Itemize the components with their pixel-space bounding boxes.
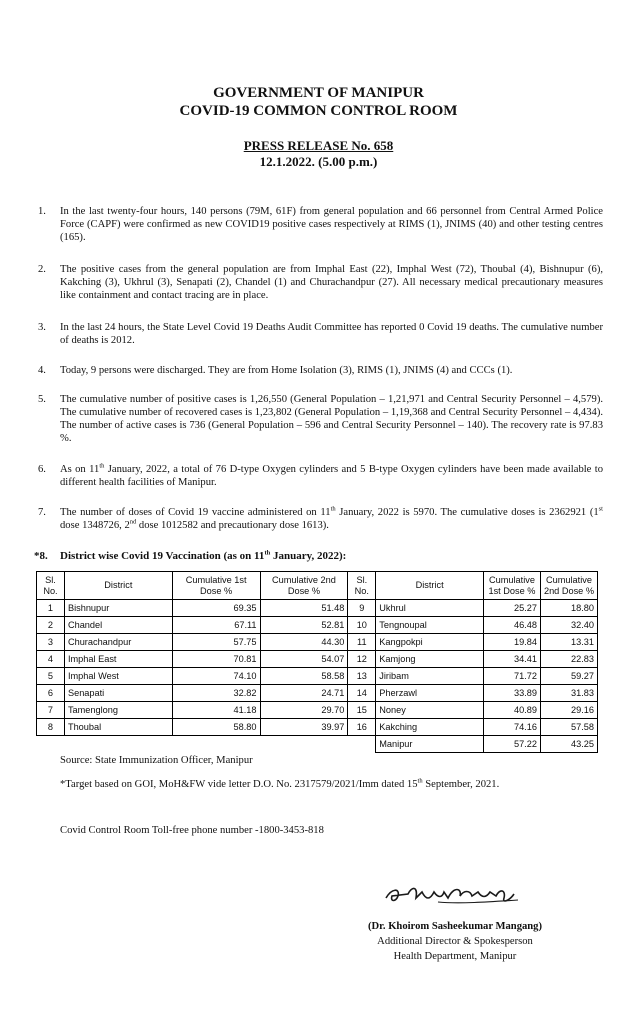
cell-sl: 16 (348, 719, 376, 736)
cell-dose1: 40.89 (483, 702, 540, 719)
cell-dose2: 32.40 (540, 617, 597, 634)
cell-district: Senapati (64, 685, 172, 702)
point-text: The positive cases from the general population are from Imphal East (22), Imphal West (72), Thoubal (4), Bishnupur (6), Kakching (3), Ukhrul (3), Senapati (2), Chandel (1) and Churachandpur (27). All necessary medical precautionary measures like containment and contact tracing are in place. (60, 264, 603, 301)
cell-dose2: 58.58 (260, 668, 348, 685)
point-text: The number of doses of Covid 19 vaccine administered on 11th January, 2022 is 5970. The cumulative doses is 2362921 (1st dose 1348726, 2nd dose 1012582 and precautionary dose 1613). (60, 505, 603, 531)
cell-total-dose2: 43.25 (540, 736, 597, 753)
cell-dose1: 41.18 (172, 702, 260, 719)
cell-dose2: 51.48 (260, 600, 348, 617)
cell-dose1: 74.10 (172, 668, 260, 685)
cell-sl: 14 (348, 685, 376, 702)
point-number: 2. (38, 264, 46, 275)
point-number: 1. (38, 206, 46, 217)
point-text: The cumulative number of positive cases is 1,26,550 (General Population – 1,21,971 and Central Security Personnel – 4,579). The cumulative number of recovered cases is 1,23,802 (General Population – 1,19,368 and Central Security Personnel – 4,434). The number of active cases is 736 (General Population – 596 and Central Security Personnel – 140). The recovery rate is 97.83 %. (60, 394, 603, 444)
point-2 (38, 263, 603, 302)
signature-image (378, 880, 528, 910)
cell-total-district: Manipur (376, 736, 484, 753)
cell-dose2: 57.58 (540, 719, 597, 736)
cell-district: Bishnupur (64, 600, 172, 617)
target-note: *Target based on GOI, MoH&FW vide letter D.O. No. 2317579/2021/Imm dated 15th September, 2021. (60, 777, 500, 790)
cell-dose2: 44.30 (260, 634, 348, 651)
cell-dose1: 74.16 (483, 719, 540, 736)
empty-cell (64, 736, 172, 753)
table-row (37, 651, 598, 668)
cell-district: Noney (376, 702, 484, 719)
cell-sl: 1 (37, 600, 65, 617)
cell-sl: 6 (37, 685, 65, 702)
cell-dose2: 39.97 (260, 719, 348, 736)
control-room-heading: COVID-19 COMMON CONTROL ROOM (179, 103, 458, 119)
table-header-row (37, 572, 598, 600)
cell-dose2: 52.81 (260, 617, 348, 634)
cell-sl: 5 (37, 668, 65, 685)
cell-dose2: 18.80 (540, 600, 597, 617)
cell-dose2: 59.27 (540, 668, 597, 685)
cell-district: Thoubal (64, 719, 172, 736)
signatory-department: Health Department, Manipur (393, 951, 517, 962)
cell-district: Kangpokpi (376, 634, 484, 651)
table-row (37, 702, 598, 719)
press-release-number: PRESS RELEASE No. 658 (243, 138, 394, 153)
table-row (37, 668, 598, 685)
table-row (37, 685, 598, 702)
cell-total-dose1: 57.22 (483, 736, 540, 753)
cell-district: Churachandpur (64, 634, 172, 651)
header-district: District (376, 572, 484, 600)
point-number: 7. (38, 507, 46, 518)
table-source: Source: State Immunization Officer, Manipur (60, 755, 253, 766)
cell-district: Kamjong (376, 651, 484, 668)
cell-district: Chandel (64, 617, 172, 634)
point-text: In the last twenty-four hours, 140 persons (79M, 61F) from general population and 66 personnel from Central Armed Police Force (CAPF) were confirmed as new COVID19 positive cases respectively at RIMS (1), JNIMS (40) and other testing centres (165). (60, 206, 603, 243)
cell-dose1: 46.48 (483, 617, 540, 634)
empty-cell (37, 736, 65, 753)
cell-dose1: 32.82 (172, 685, 260, 702)
cell-sl: 2 (37, 617, 65, 634)
cell-sl: 9 (348, 600, 376, 617)
cell-district: Tamenglong (64, 702, 172, 719)
header-dose2: Cumulative 2nd Dose % (260, 572, 348, 600)
cell-district: Tengnoupal (376, 617, 484, 634)
cell-dose2: 24.71 (260, 685, 348, 702)
cell-dose2: 31.83 (540, 685, 597, 702)
cell-sl: 4 (37, 651, 65, 668)
point-text: In the last 24 hours, the State Level Covid 19 Deaths Audit Committee has reported 0 Covid 19 deaths. The cumulative number of deaths is 2012. (60, 322, 603, 346)
table-row (37, 617, 598, 634)
cell-district: Jiribam (376, 668, 484, 685)
point-4 (38, 364, 603, 377)
vaccination-section-heading: *8. District wise Covid 19 Vaccination (as on 11th January, 2022): (34, 549, 347, 562)
header-dose1: Cumulative 1st Dose % (172, 572, 260, 600)
cell-sl: 10 (348, 617, 376, 634)
table-row (37, 600, 598, 617)
cell-dose1: 19.84 (483, 634, 540, 651)
point-number: 3. (38, 322, 46, 333)
point-number: 4. (38, 365, 46, 376)
signatory-name: (Dr. Khoirom Sasheekumar Mangang) (367, 921, 543, 932)
cell-district: Kakching (376, 719, 484, 736)
cell-dose1: 69.35 (172, 600, 260, 617)
point-text: As on 11th January, 2022, a total of 76 D-type Oxygen cylinders and 5 B-type Oxygen cylinders have been made available to different health facilities of Manipur. (60, 462, 603, 488)
table-row (37, 719, 598, 736)
cell-dose2: 22.83 (540, 651, 597, 668)
cell-sl: 7 (37, 702, 65, 719)
cell-sl: 3 (37, 634, 65, 651)
government-heading: GOVERNMENT OF MANIPUR (213, 85, 424, 101)
header-dose1: Cumulative 1st Dose % (483, 572, 540, 600)
header-district: District (64, 572, 172, 600)
point-text: Today, 9 persons were discharged. They are from Home Isolation (3), RIMS (1), JNIMS (4) and CCCs (1). (60, 365, 513, 376)
empty-cell (348, 736, 376, 753)
empty-cell (172, 736, 260, 753)
cell-dose2: 29.70 (260, 702, 348, 719)
cell-dose1: 67.11 (172, 617, 260, 634)
table-row (37, 634, 598, 651)
cell-sl: 11 (348, 634, 376, 651)
cell-dose1: 34.41 (483, 651, 540, 668)
cell-sl: 13 (348, 668, 376, 685)
cell-dose1: 58.80 (172, 719, 260, 736)
cell-sl: 8 (37, 719, 65, 736)
cell-district: Imphal East (64, 651, 172, 668)
point-7 (38, 506, 603, 532)
press-release-date: 12.1.2022. (5.00 p.m.) (259, 154, 378, 169)
point-6 (38, 463, 603, 489)
cell-dose1: 57.75 (172, 634, 260, 651)
point-number: 5. (38, 394, 46, 405)
cell-dose1: 25.27 (483, 600, 540, 617)
cell-sl: 12 (348, 651, 376, 668)
cell-district: Ukhrul (376, 600, 484, 617)
cell-district: Imphal West (64, 668, 172, 685)
cell-dose1: 71.72 (483, 668, 540, 685)
point-number: 6. (38, 464, 46, 475)
point-5 (38, 393, 603, 445)
cell-dose1: 70.81 (172, 651, 260, 668)
cell-district: Pherzawl (376, 685, 484, 702)
empty-cell (260, 736, 348, 753)
header-sl: Sl. No. (37, 572, 65, 600)
table-total-row (37, 736, 598, 753)
cell-dose2: 29.16 (540, 702, 597, 719)
point-3 (38, 321, 603, 347)
cell-sl: 15 (348, 702, 376, 719)
signatory-title: Additional Director & Spokesperson (377, 936, 533, 947)
cell-dose1: 33.89 (483, 685, 540, 702)
vaccination-table (36, 571, 598, 753)
header-dose2: Cumulative 2nd Dose % (540, 572, 597, 600)
point-1 (38, 205, 603, 244)
tollfree-number: Covid Control Room Toll-free phone number -1800-3453-818 (60, 825, 324, 836)
header-sl: Sl. No. (348, 572, 376, 600)
cell-dose2: 13.31 (540, 634, 597, 651)
cell-dose2: 54.07 (260, 651, 348, 668)
